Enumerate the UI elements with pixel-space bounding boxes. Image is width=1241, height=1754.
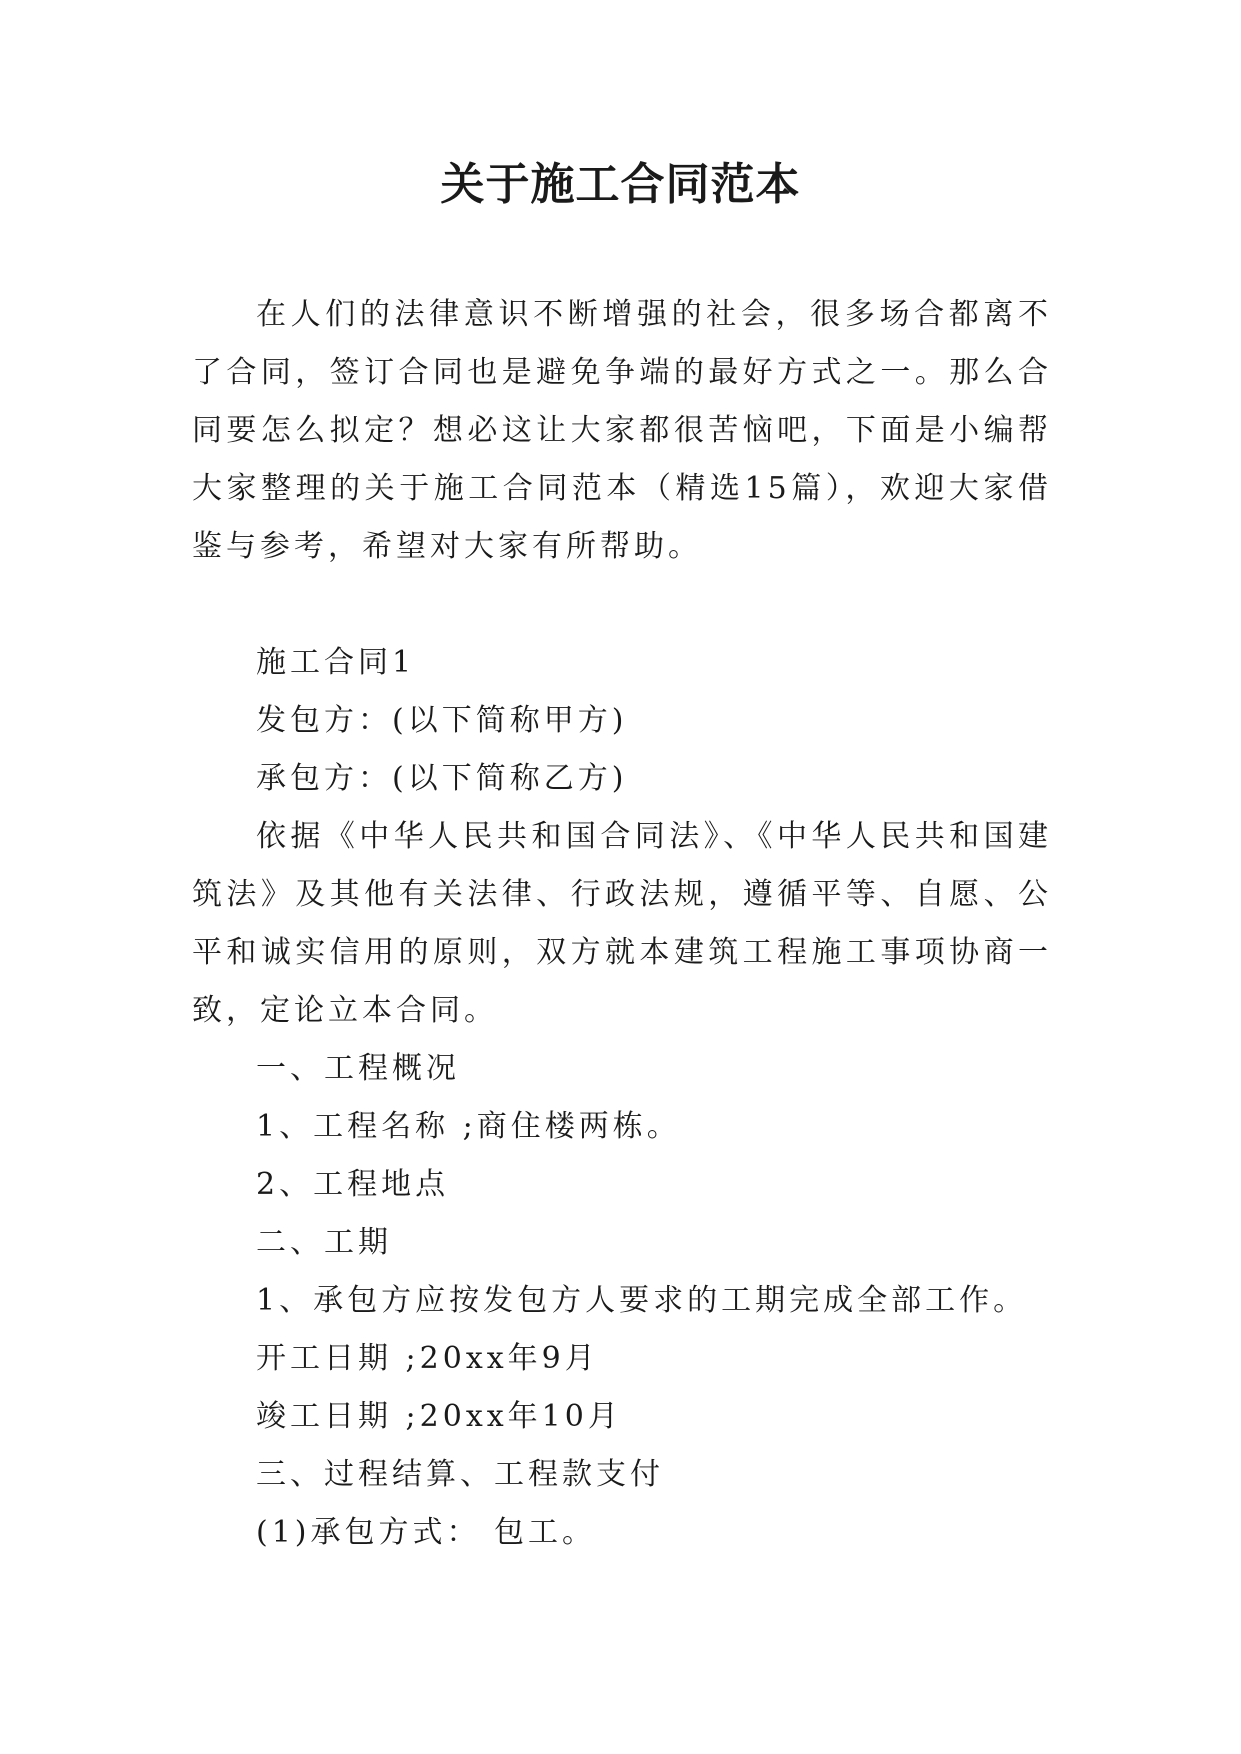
contract-body xyxy=(192,634,1052,1562)
completion-date-line: 竣工日期 ;20xx年10月 xyxy=(256,1399,622,1434)
contractor-line: 承包方：(以下简称乙方) xyxy=(256,761,628,796)
section-heading-schedule: 二、工期 xyxy=(256,1225,392,1260)
employer-line: 发包方：(以下简称甲方) xyxy=(256,703,628,738)
intro-paragraph: 在人们的法律意识不断增强的社会，很多场合都离不了合同，签订合同也是避免争端的最好方式之一。那么合同要怎么拟定？想必这让大家都很苦恼吧，下面是小编帮大家整理的关于施工合同范本（精选15篇），欢迎大家借鉴与参考，希望对大家有所帮助。 xyxy=(192,297,1052,564)
section-heading-payment: 三、过程结算、工程款支付 xyxy=(256,1457,664,1492)
legal-basis-paragraph: 依据《中华人民共和国合同法》、《中华人民共和国建筑法》及其他有关法律、行政法规，遵循平等、自愿、公平和诚实信用的原则，双方就本建筑工程施工事项协商一致，定论立本合同。 xyxy=(192,819,1052,1028)
document-title: 关于施工合同范本 xyxy=(440,159,801,210)
section-heading-overview: 一、工程概况 xyxy=(256,1051,460,1086)
project-location-line: 2、工程地点 xyxy=(256,1167,450,1202)
schedule-requirement-line: 1、承包方应按发包方人要求的工期完成全部工作。 xyxy=(256,1283,1028,1318)
start-date-line: 开工日期 ;20xx年9月 xyxy=(256,1341,599,1376)
project-name-line: 1、工程名称 ;商住楼两栋。 xyxy=(256,1109,681,1144)
contract-heading: 施工合同1 xyxy=(256,645,416,680)
contract-method-line: (1)承包方式： 包工。 xyxy=(256,1515,597,1550)
